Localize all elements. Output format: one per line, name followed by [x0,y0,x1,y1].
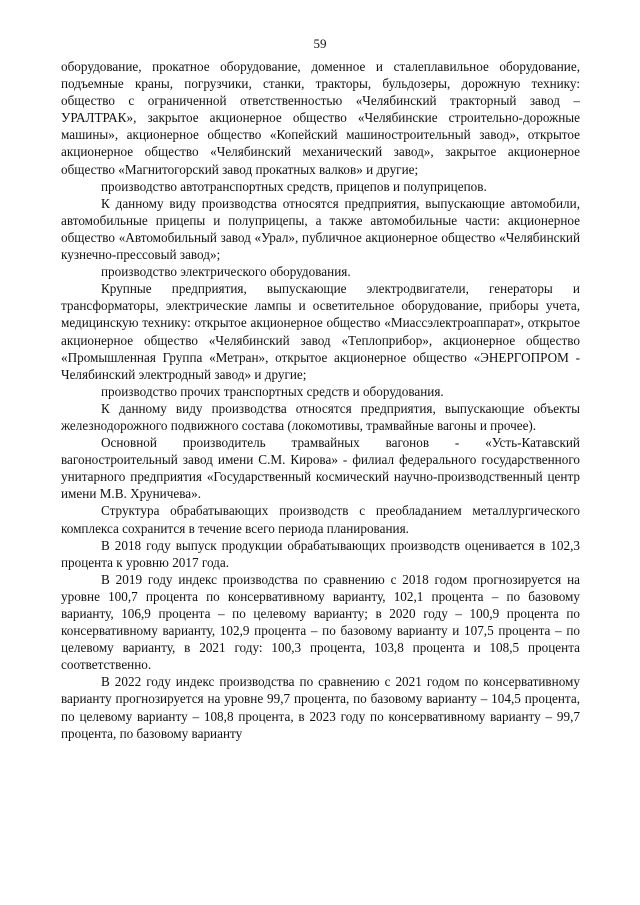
body-text [61,58,580,742]
page-number: 59 [313,36,327,51]
paragraph: производство прочих транспортных средств и оборудования. [101,383,444,399]
paragraph: оборудование, прокатное оборудование, доменное и сталеплавильное оборудование, подъемные краны, погрузчики, станки, тракторы, бульдозеры, дорожную технику: общество с ограниченной ответственностью «Челябинский тракторный завод – УРАЛТРАК», закрытое акционерное общество «Челябинские строительно-дорожные машины», акционерное общество «Копейский машиностроительный завод», открытое акционерное общество «Челябинский механический завод», закрытое акционерное общество «Магнитогорский завод прокатных валков» и другие; [61,59,580,177]
paragraph: К данному виду производства относятся предприятия, выпускающие автомобили, автомобильные прицепы и полуприцепы, а также автомобильные части: акционерное общество «Автомобильный завод «Урал», публичное акционерное общество «Челябинский кузнечно-прессовый завод»; [61,195,580,263]
paragraph: В 2019 году индекс производства по сравнению с 2018 годом прогнозируется на уровне 100,7 процента по консервативному варианту, 102,1 процента – по базовому варианту, 106,9 процента – по целевому варианту; в 2020 году – 100,9 процента по консервативному варианту, 102,9 процента – по базовому варианту и 107,5 процента – по целевому варианту, в 2021 году: 100,3 процента, 103,8 процента и 108,5 процента соответственно. [61,571,580,673]
paragraph: В 2018 году выпуск продукции обрабатывающих производств оценивается в 102,3 процента к уровню 2017 года. [61,537,580,570]
paragraph: Крупные предприятия, выпускающие электродвигатели, генераторы и трансформаторы, электрические лампы и осветительное оборудование, приборы учета, медицинскую технику: открытое акционерное общество «Миассэлектроаппарат», открытое акционерное общество «Челябинский завод «Теплоприбор», акционерное общество «Промышленная Группа «Метран», открытое акционерное общество «ЭНЕРГОПРОМ - Челябинский электродный завод» и другие; [61,281,580,382]
paragraph: производство электрического оборудования. [101,264,351,280]
paragraph: производство автотранспортных средств, прицепов и полуприцепов. [101,178,487,194]
paragraph: Структура обрабатывающих производств с преобладанием металлургического комплекса сохранится в течение всего периода планирования. [61,503,580,536]
paragraph: Основной производитель трамвайных вагонов - «Усть-Катавский вагоностроительный завод имени С.М. Кирова» - филиал федерального государственного унитарного предприятия «Государственный космический научно-производственный центр имени М.В. Хруничева». [61,435,580,502]
paragraph: В 2022 году индекс производства по сравнению с 2021 годом по консервативному варианту прогнозируется на уровне 99,7 процента, по базовому варианту – 104,5 процента, по целевому варианту – 108,8 процента, в 2023 году по консервативному варианту – 99,7 процента, по базовому варианту [61,674,580,741]
paragraph: К данному виду производства относятся предприятия, выпускающие объекты железнодорожного подвижного состава (локомотивы, трамвайные вагоны и прочее). [61,400,580,433]
